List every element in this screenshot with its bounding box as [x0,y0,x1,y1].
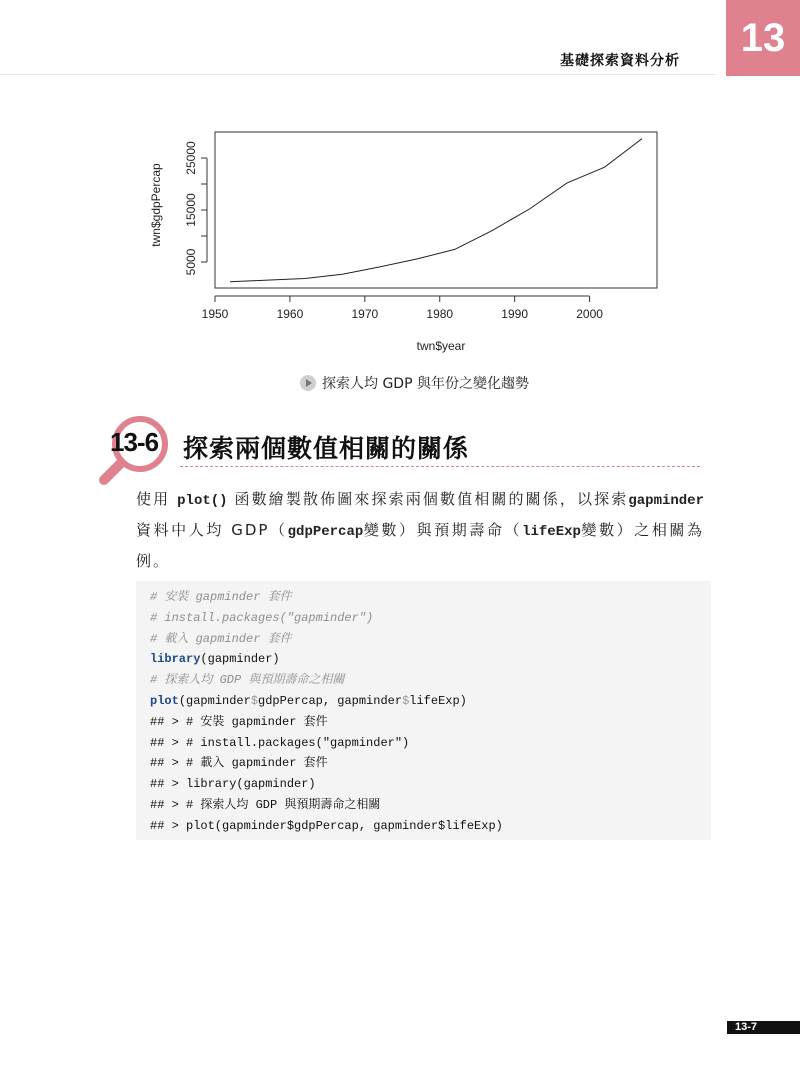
section-number: 13-6 [110,427,159,457]
inline-code: lifeExp [522,524,581,540]
header-divider [0,74,716,75]
x-tick-label: 1990 [501,307,529,321]
x-tick-label: 1960 [276,307,304,321]
code-output-line: ## > plot(gapminder$gdpPercap, gapminder$lifeExp) [150,818,503,833]
y-tick-label: 15000 [184,193,198,227]
inline-code: gdpPercap [287,524,364,540]
series-line [230,139,642,282]
page-number: 13-7 [727,1021,800,1034]
x-tick-label: 1950 [201,307,229,321]
x-tick-label: 1980 [426,307,454,321]
code-output-line: ## > # install.packages("gapminder") [150,735,410,750]
code-block: # 安裝 gapminder 套件 # install.packages("gapminder") # 載入 gapminder 套件 library(gapminder) # 探索人均 GDP 與預期壽命之相關 plot(gapminder$gdpPercap, gapminder$lifeExp) ## > # 安裝 gapminder 套件 ## > # install.packages("gapminder") ## > # 載入 gapminder 套件 ## > library(gapminder) ## > # 探索人均 GDP 與預期壽命之相關 ## > plot(gapminder$gdpPercap, gapminder$lifeExp) [136,581,711,840]
y-axis-label: twn$gdpPercap [149,163,163,247]
code-output-line: ## > library(gapminder) [150,777,316,792]
section-title: 探索兩個數值相關的關係 [183,434,470,463]
inline-code: gapminder [628,493,704,509]
running-header-title: 基礎探索資料分析 [560,53,680,69]
body-paragraph: 使用 plot() 函數繪製散佈圖來探索兩個數值相關的關係，以探索gapminder資料中人均 GDP（gdpPercap變數）與預期壽命（lifeExp變數）之相關為例。 [136,490,704,570]
line-chart [140,120,670,360]
x-axis-label: twn$year [416,339,466,353]
section-underline [180,466,700,467]
code-line: # install.packages("gapminder") [150,610,374,625]
code-line: # 探索人均 GDP 與預期壽命之相關 [150,673,345,688]
figure-caption [300,373,529,393]
chapter-tab: 13 [726,0,800,76]
code-function: library [150,652,201,667]
plot-frame [215,132,657,288]
figure-caption-text: 探索人均 GDP 與年份之變化趨勢 [322,376,529,392]
inline-code: plot() [177,493,228,509]
code-line: (gapminder) [200,652,280,667]
code-line: # 安裝 gapminder 套件 [150,590,292,604]
y-tick-label: 25000 [184,141,198,175]
code-output-line: ## > # 載入 gapminder 套件 [150,756,328,771]
code-line: # 載入 gapminder 套件 [150,631,292,646]
code-output-line: ## > # 探索人均 GDP 與預期壽命之相關 [150,797,381,812]
code-output-line: ## > # 安裝 gapminder 套件 [150,714,328,729]
code-function: plot [150,693,179,708]
play-icon [300,375,316,391]
x-tick-label: 1970 [351,307,379,321]
y-tick-label: 5000 [184,248,198,276]
x-tick-label: 2000 [576,307,603,321]
